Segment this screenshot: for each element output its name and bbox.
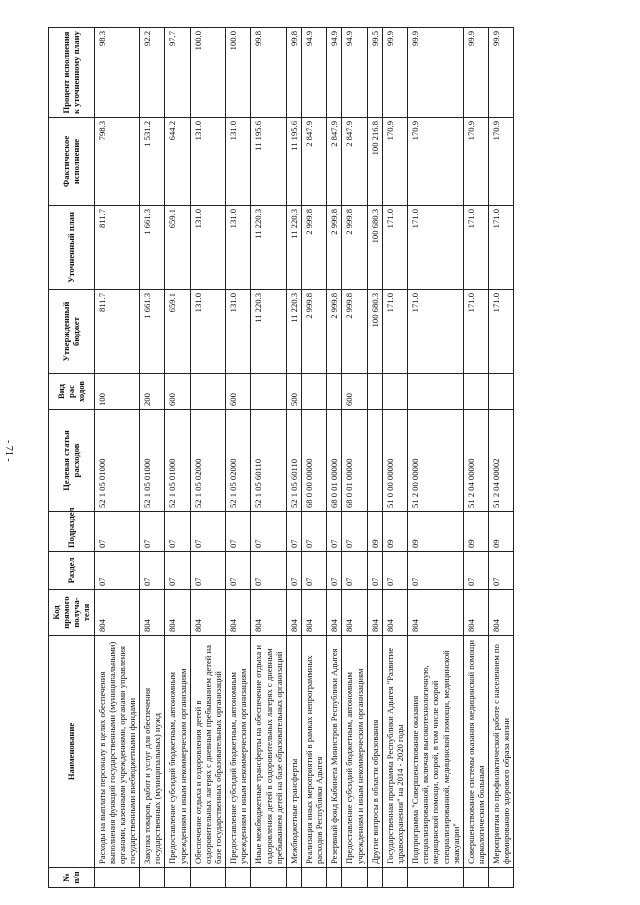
cell-target: 68 0 01 00000 xyxy=(342,410,367,512)
table-row xyxy=(140,28,165,888)
cell-podrazdel: 07 xyxy=(165,512,190,552)
cell-num xyxy=(94,868,140,888)
cell-name: Мероприятия по профилактической работе с населением по формированию здорового образа жизни xyxy=(489,636,514,868)
cell-code: 804 xyxy=(489,590,514,636)
cell-percent: 99.9 xyxy=(489,28,514,118)
cell-num xyxy=(190,868,225,888)
cell-specified: 131.0 xyxy=(226,206,251,290)
cell-specified: 2 999.8 xyxy=(327,206,342,290)
cell-percent: 99.9 xyxy=(463,28,488,118)
table-row xyxy=(327,28,342,888)
cell-approved: 2 999.8 xyxy=(327,290,342,374)
cell-specified: 100 680.3 xyxy=(367,206,382,290)
cell-name: Совершенствование системы оказания медицинской помощи наркологическим больным xyxy=(463,636,488,868)
cell-target: 52 1 05 01000 xyxy=(140,410,165,512)
cell-approved: 11 220.3 xyxy=(286,290,301,374)
cell-name: Предоставление субсидий бюджетным, автономным учреждениям и иным некоммерческим организациям xyxy=(226,636,251,868)
cell-actual: 2 847.9 xyxy=(342,118,367,206)
cell-specified: 171.0 xyxy=(408,206,464,290)
cell-code: 804 xyxy=(367,590,382,636)
cell-code: 804 xyxy=(408,590,464,636)
cell-actual: 798.3 xyxy=(94,118,140,206)
table-row xyxy=(94,28,140,888)
cell-code: 804 xyxy=(286,590,301,636)
cell-approved: 171.0 xyxy=(408,290,464,374)
cell-razdel: 07 xyxy=(286,552,301,590)
cell-code: 804 xyxy=(301,590,326,636)
cell-target: 51 0 00 00000 xyxy=(382,410,407,512)
cell-podrazdel: 07 xyxy=(286,512,301,552)
cell-percent: 99.8 xyxy=(286,28,301,118)
cell-specified: 659.1 xyxy=(165,206,190,290)
cell-name: Иные межбюджетные трансферты на обеспечение отдыха и оздоровления детей в оздоровительных лагерях с дневным пребыванием детей на базе образовательных организаций xyxy=(251,636,286,868)
cell-actual: 170.9 xyxy=(489,118,514,206)
cell-razdel: 07 xyxy=(327,552,342,590)
cell-num xyxy=(408,868,464,888)
table-row xyxy=(489,28,514,888)
cell-specified: 171.0 xyxy=(463,206,488,290)
header-approved: Утвержденный бюджет xyxy=(49,290,95,374)
cell-code: 804 xyxy=(463,590,488,636)
cell-percent: 97.7 xyxy=(165,28,190,118)
cell-approved: 2 999.8 xyxy=(301,290,326,374)
cell-percent: 99.5 xyxy=(367,28,382,118)
cell-podrazdel: 09 xyxy=(408,512,464,552)
cell-podrazdel: 09 xyxy=(382,512,407,552)
cell-percent: 92.2 xyxy=(140,28,165,118)
header-specified: Уточненный план xyxy=(49,206,95,290)
cell-specified: 131.0 xyxy=(190,206,225,290)
cell-actual: 2 847.9 xyxy=(301,118,326,206)
cell-actual: 644.2 xyxy=(165,118,190,206)
header-razdel: Раздел xyxy=(49,552,95,590)
cell-vid xyxy=(190,374,225,410)
cell-razdel: 07 xyxy=(367,552,382,590)
cell-actual: 170.9 xyxy=(463,118,488,206)
cell-vid: 200 xyxy=(140,374,165,410)
cell-razdel: 07 xyxy=(301,552,326,590)
cell-percent: 99.8 xyxy=(251,28,286,118)
cell-name: Обеспечение отдыха и оздоровления детей в оздоровительных лагерях с дневным пребыванием детей на базе государственных образовательных организаций xyxy=(190,636,225,868)
cell-razdel: 07 xyxy=(463,552,488,590)
table-row xyxy=(165,28,190,888)
cell-target: 51 2 04 00000 xyxy=(463,410,488,512)
cell-percent: 100.0 xyxy=(226,28,251,118)
header-target: Целевая статья расходов xyxy=(49,410,95,512)
cell-approved: 11 220.3 xyxy=(251,290,286,374)
cell-specified: 171.0 xyxy=(382,206,407,290)
cell-vid xyxy=(408,374,464,410)
budget-table-rotated xyxy=(48,28,608,888)
cell-approved: 811.7 xyxy=(94,290,140,374)
table-row xyxy=(408,28,464,888)
cell-razdel: 07 xyxy=(342,552,367,590)
cell-name: Закупка товаров, работ и услуг для обеспечения государственных (муниципальных) нужд xyxy=(140,636,165,868)
cell-razdel: 07 xyxy=(140,552,165,590)
cell-name: Резервный фонд Кабинета Министров Республики Адыгея xyxy=(327,636,342,868)
table-row xyxy=(301,28,326,888)
cell-target xyxy=(367,410,382,512)
budget-table xyxy=(48,27,514,888)
cell-approved: 131.0 xyxy=(190,290,225,374)
cell-podrazdel: 07 xyxy=(251,512,286,552)
cell-actual: 170.9 xyxy=(382,118,407,206)
table-header-row xyxy=(49,28,95,888)
cell-percent: 94.9 xyxy=(342,28,367,118)
cell-vid xyxy=(382,374,407,410)
cell-actual: 11 195.6 xyxy=(251,118,286,206)
cell-num xyxy=(382,868,407,888)
cell-specified: 11 220.3 xyxy=(251,206,286,290)
cell-vid: 600 xyxy=(226,374,251,410)
cell-name: Предоставление субсидий бюджетным, автономным учреждениям и иным некоммерческим организациям xyxy=(165,636,190,868)
cell-approved: 2 999.8 xyxy=(342,290,367,374)
header-name: Наименование xyxy=(49,636,95,868)
cell-actual: 1 531.2 xyxy=(140,118,165,206)
cell-razdel: 07 xyxy=(408,552,464,590)
cell-approved: 131.0 xyxy=(226,290,251,374)
cell-target: 52 1 05 60110 xyxy=(286,410,301,512)
table-row xyxy=(382,28,407,888)
cell-razdel: 07 xyxy=(226,552,251,590)
cell-code: 804 xyxy=(342,590,367,636)
cell-razdel: 07 xyxy=(251,552,286,590)
page-number: - 71 - xyxy=(3,440,14,462)
table-row xyxy=(463,28,488,888)
cell-podrazdel: 07 xyxy=(140,512,165,552)
header-vid: Вид рас ходов xyxy=(49,374,95,410)
cell-num xyxy=(286,868,301,888)
cell-percent: 99.9 xyxy=(382,28,407,118)
cell-num xyxy=(342,868,367,888)
cell-vid xyxy=(327,374,342,410)
cell-name: Другие вопросы в области образования xyxy=(367,636,382,868)
cell-razdel: 07 xyxy=(94,552,140,590)
cell-podrazdel: 07 xyxy=(94,512,140,552)
cell-target: 51 2 00 00000 xyxy=(408,410,464,512)
cell-approved: 171.0 xyxy=(382,290,407,374)
cell-podrazdel: 09 xyxy=(489,512,514,552)
header-actual: Фактическое исполнение xyxy=(49,118,95,206)
header-num: № п/п xyxy=(49,868,95,888)
cell-vid: 600 xyxy=(342,374,367,410)
cell-target: 52 1 05 01000 xyxy=(165,410,190,512)
cell-podrazdel: 07 xyxy=(327,512,342,552)
cell-percent: 99.9 xyxy=(408,28,464,118)
cell-approved: 659.1 xyxy=(165,290,190,374)
cell-num xyxy=(165,868,190,888)
cell-name: Расходы на выплаты персоналу в целях обеспечения выполнения функций государственными (муниципальными) органами, казенными учреждениями, органами управления государственными внебюджетными фондами xyxy=(94,636,140,868)
cell-code: 804 xyxy=(165,590,190,636)
cell-podrazdel: 07 xyxy=(190,512,225,552)
cell-actual: 131.0 xyxy=(190,118,225,206)
cell-podrazdel: 07 xyxy=(342,512,367,552)
cell-vid: 500 xyxy=(286,374,301,410)
cell-num xyxy=(327,868,342,888)
cell-num xyxy=(489,868,514,888)
cell-code: 804 xyxy=(94,590,140,636)
cell-target: 52 1 05 02000 xyxy=(226,410,251,512)
cell-num xyxy=(367,868,382,888)
cell-percent: 94.9 xyxy=(301,28,326,118)
cell-actual: 100 216.8 xyxy=(367,118,382,206)
cell-actual: 131.0 xyxy=(226,118,251,206)
table-row xyxy=(190,28,225,888)
cell-code: 804 xyxy=(251,590,286,636)
cell-vid xyxy=(367,374,382,410)
cell-target: 52 1 05 60110 xyxy=(251,410,286,512)
cell-podrazdel: 09 xyxy=(367,512,382,552)
cell-code: 804 xyxy=(140,590,165,636)
table-row xyxy=(367,28,382,888)
cell-actual: 170.9 xyxy=(408,118,464,206)
cell-target: 68 0 01 00000 xyxy=(327,410,342,512)
cell-percent: 100.0 xyxy=(190,28,225,118)
cell-num xyxy=(140,868,165,888)
cell-num xyxy=(463,868,488,888)
cell-specified: 1 661.3 xyxy=(140,206,165,290)
header-podrazdel: Подраздел xyxy=(49,512,95,552)
cell-actual: 11 195.6 xyxy=(286,118,301,206)
table-row xyxy=(342,28,367,888)
cell-vid xyxy=(463,374,488,410)
cell-approved: 100 680.3 xyxy=(367,290,382,374)
cell-code: 804 xyxy=(327,590,342,636)
cell-actual: 2 847.9 xyxy=(327,118,342,206)
cell-code: 804 xyxy=(382,590,407,636)
cell-target: 68 0 00 00000 xyxy=(301,410,326,512)
header-code: Код прямого получа-теля xyxy=(49,590,95,636)
cell-num xyxy=(251,868,286,888)
cell-target: 51 2 04 00002 xyxy=(489,410,514,512)
table-row xyxy=(251,28,286,888)
table-body xyxy=(94,28,514,888)
cell-name: Государственная программа Республики Адыгея "Развитие здравоохранения" на 2014 - 2020 годы xyxy=(382,636,407,868)
cell-specified: 2 999.8 xyxy=(301,206,326,290)
cell-vid xyxy=(251,374,286,410)
cell-name: Межбюджетные трансферты xyxy=(286,636,301,868)
cell-percent: 94.9 xyxy=(327,28,342,118)
cell-vid: 100 xyxy=(94,374,140,410)
cell-podrazdel: 07 xyxy=(301,512,326,552)
cell-podrazdel: 09 xyxy=(463,512,488,552)
cell-code: 804 xyxy=(226,590,251,636)
table-row xyxy=(286,28,301,888)
cell-num xyxy=(226,868,251,888)
cell-razdel: 07 xyxy=(489,552,514,590)
cell-vid xyxy=(301,374,326,410)
cell-razdel: 07 xyxy=(190,552,225,590)
cell-num xyxy=(301,868,326,888)
cell-specified: 11 220.3 xyxy=(286,206,301,290)
cell-vid: 600 xyxy=(165,374,190,410)
cell-razdel: 07 xyxy=(165,552,190,590)
cell-specified: 811.7 xyxy=(94,206,140,290)
cell-target: 52 1 05 02000 xyxy=(190,410,225,512)
cell-name: Подпрограмма "Совершенствование оказания специализированной, включая высокотехнологичную, медицинской помощи, скорой, в том числе скорой специализированной, медицинской помощи, медицинской эвакуации" xyxy=(408,636,464,868)
cell-approved: 1 661.3 xyxy=(140,290,165,374)
cell-podrazdel: 07 xyxy=(226,512,251,552)
cell-percent: 98.3 xyxy=(94,28,140,118)
cell-razdel: 07 xyxy=(382,552,407,590)
cell-approved: 171.0 xyxy=(463,290,488,374)
cell-code: 804 xyxy=(190,590,225,636)
cell-name: Реализация иных мероприятий в рамках непрограммных расходов Республики Адыгея xyxy=(301,636,326,868)
cell-specified: 2 999.8 xyxy=(342,206,367,290)
cell-vid xyxy=(489,374,514,410)
header-percent: Процент исполнения к уточненному плану xyxy=(49,28,95,118)
cell-specified: 171.0 xyxy=(489,206,514,290)
cell-name: Предоставление субсидий бюджетным, автономным учреждениям и иным некоммерческим организациям xyxy=(342,636,367,868)
cell-target: 52 1 05 01000 xyxy=(94,410,140,512)
cell-approved: 171.0 xyxy=(489,290,514,374)
table-row xyxy=(226,28,251,888)
